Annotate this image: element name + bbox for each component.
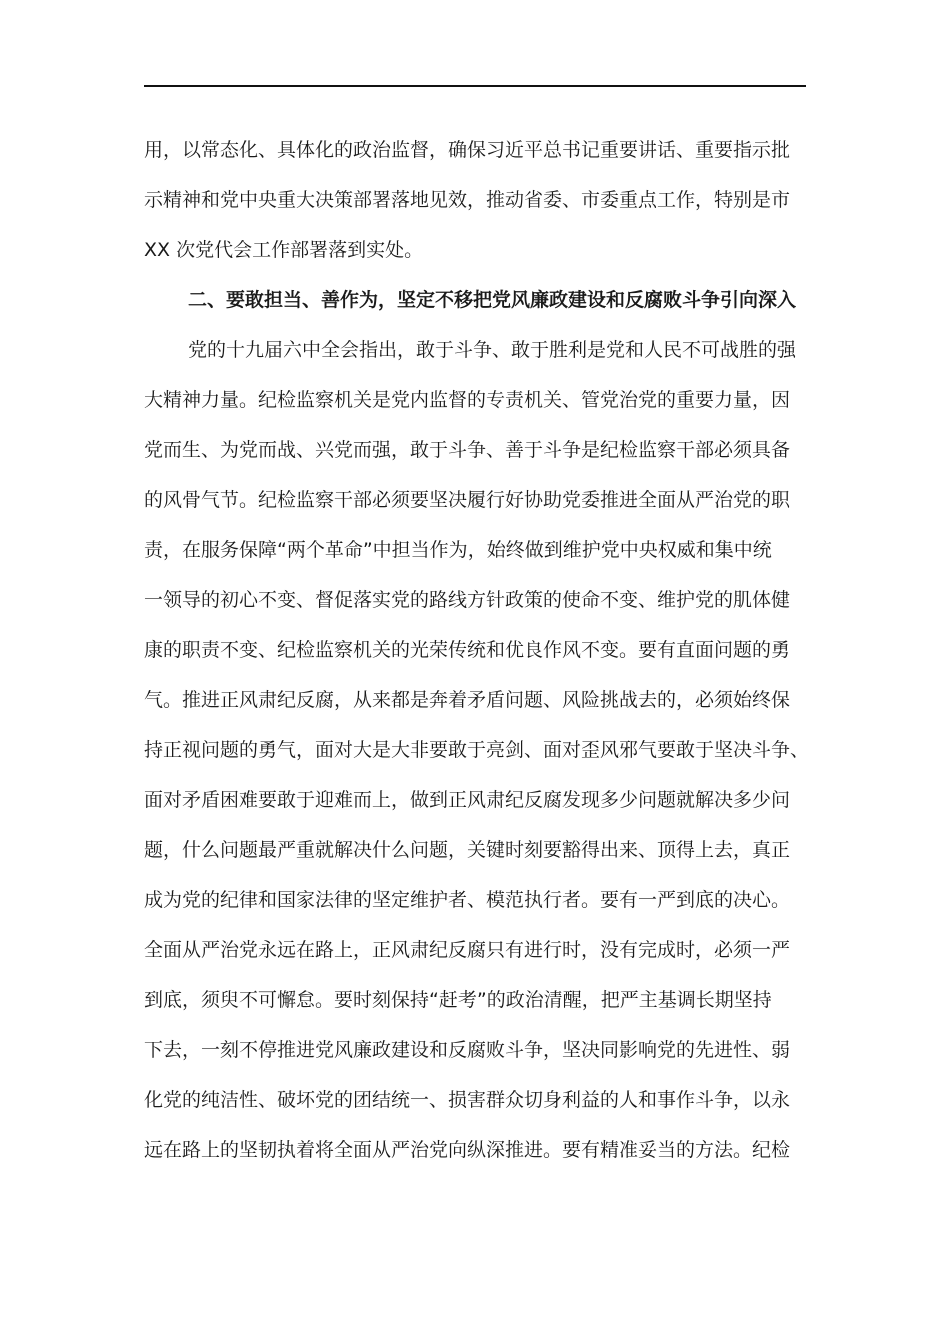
- text-line: 化党的纯洁性、破坏党的团结统一、损害群众切身利益的人和事作斗争，以永: [144, 1089, 791, 1111]
- section-heading: 二、要敢担当、善作为，坚定不移把党风廉政建设和反腐败斗争引向深入: [188, 289, 797, 311]
- text-line: 下去，一刻不停推进党风廉政建设和反腐败斗争，坚决同影响党的先进性、弱: [144, 1039, 791, 1061]
- text-line: 一领导的初心不变、督促落实党的路线方针政策的使命不变、维护党的肌体健: [144, 589, 791, 611]
- text-line: 全面从严治党永远在路上，正风肃纪反腐只有进行时，没有完成时，必须一严: [144, 939, 791, 961]
- text-line: 用，以常态化、具体化的政治监督，确保习近平总书记重要讲话、重要指示批: [144, 139, 791, 161]
- header-rule: [144, 85, 806, 87]
- text-line: 远在路上的坚韧执着将全面从严治党向纵深推进。要有精准妥当的方法。纪检: [144, 1139, 791, 1161]
- body-text: [144, 125, 810, 1175]
- text-line: 面对矛盾困难要敢于迎难而上，做到正风肃纪反腐发现多少问题就解决多少问: [144, 789, 791, 811]
- text-line: 示精神和党中央重大决策部署落地见效，推动省委、市委重点工作，特别是市: [144, 189, 791, 211]
- text-line: 题，什么问题最严重就解决什么问题，关键时刻要豁得出来、顶得上去，真正: [144, 839, 791, 861]
- paragraph-first-line: 党的十九届六中全会指出，敢于斗争、敢于胜利是党和人民不可战胜的强: [188, 339, 797, 361]
- text-line: 气。推进正风肃纪反腐，从来都是奔着矛盾问题、风险挑战去的，必须始终保: [144, 689, 791, 711]
- text-line: 党而生、为党而战、兴党而强，敢于斗争、善于斗争是纪检监察干部必须具备: [144, 439, 791, 461]
- text-line: 康的职责不变、纪检监察机关的光荣传统和优良作风不变。要有直面问题的勇: [144, 639, 791, 661]
- text-line: 持正视问题的勇气，面对大是大非要敢于亮剑、面对歪风邪气要敢于坚决斗争、: [144, 739, 810, 761]
- text-line: 到底，须臾不可懈怠。要时刻保持“赶考”的政治清醒，把严主基调长期坚持: [144, 989, 772, 1011]
- text-line: 责，在服务保障“两个革命”中担当作为，始终做到维护党中央权威和集中统: [144, 539, 772, 561]
- text-line: XX 次党代会工作部署落到实处。: [144, 239, 424, 261]
- text-line: 的风骨气节。纪检监察干部必须要坚决履行好协助党委推进全面从严治党的职: [144, 489, 791, 511]
- text-line: 成为党的纪律和国家法律的坚定维护者、模范执行者。要有一严到底的决心。: [144, 889, 791, 911]
- text-line: 大精神力量。纪检监察机关是党内监督的专责机关、管党治党的重要力量，因: [144, 389, 791, 411]
